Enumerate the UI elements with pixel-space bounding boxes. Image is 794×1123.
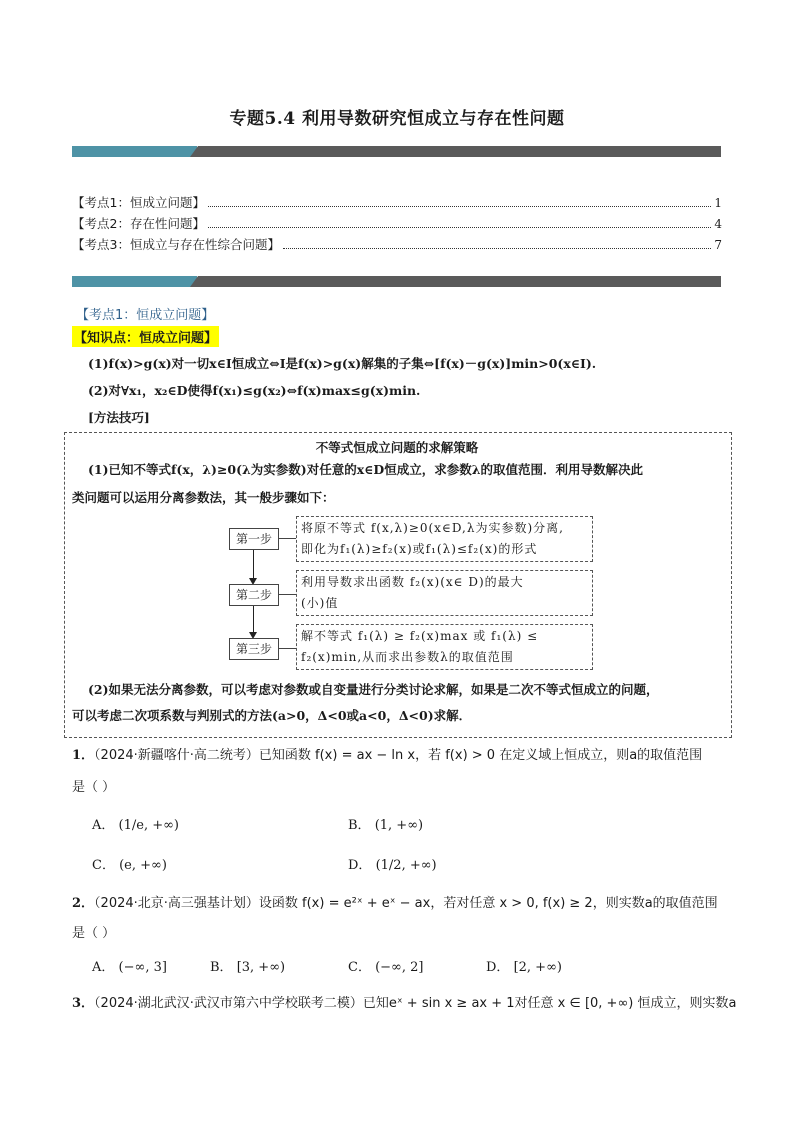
knowledge-heading: 【知识点：恒成立问题】 [72,326,219,347]
rule-2: (2)对∀x₁，x₂∈D使得f(x₁)≤g(x₂)⇔f(x)max≤g(x)min. [88,383,421,398]
step-2-desc-line1: 利用导数求出函数 f₂(x)(x∈ D)的最大 [301,575,524,589]
option-d[interactable] [486,956,562,975]
option-text: [3, +∞) [236,960,286,975]
header-divider-bar [72,146,721,157]
question-2-line2: 是（ ） [72,926,116,941]
step-3-box: 第三步 [229,638,279,660]
option-text: (e, +∞) [119,858,167,873]
option-a[interactable] [92,956,167,975]
option-key: B． [210,960,233,975]
option-key: D． [486,960,510,975]
question-source: （2024·北京·高三强基计划） [94,896,259,911]
toc-entry-label[interactable]: 【考点2：存在性问题】 [72,216,205,231]
toc-leader-dots [283,238,711,249]
toc-entry-page: 4 [714,217,722,231]
option-key: C． [348,960,371,975]
rule-1: (1)f(x)>g(x)对一切x∈I恒成立⇔I是f(x)>g(x)解集的子集⇔[f(x)－g(x)]min>0(x∈I). [88,356,597,371]
toc-leader-dots [208,196,711,207]
strategy-para1-line1: (1)已知不等式f(x，λ)≥0(λ为实参数)对任意的x∈D恒成立，求参数λ的取值范围．利用导数解决此 [88,462,644,477]
option-text: (1/e, +∞) [118,818,180,833]
toc-entry-label[interactable]: 【考点1：恒成立问题】 [72,195,205,210]
option-key: D． [348,858,372,873]
page-title: 专题5.4 利用导数研究恒成立与存在性问题 [229,109,565,129]
question-1-line1 [72,744,702,763]
question-source: （2024·湖北武汉·武汉市第六中学校联考二模） [94,996,363,1011]
option-a[interactable] [92,814,179,833]
step-2-box: 第二步 [229,584,279,606]
question-number: 3． [72,996,95,1011]
option-c[interactable] [348,956,424,975]
step-2-desc-line2: (小)值 [301,596,339,610]
step-3-connector [278,648,296,649]
question-stem: 设函数 f(x) = e²ˣ + eˣ − ax，若对任意 x > 0, f(x) ≥ 2，则实数a的取值范围 [258,896,718,911]
option-key: B． [348,818,371,833]
arrow-1-2 [253,550,254,580]
toc-entry[interactable] [72,193,722,211]
question-stem: 已知函数 f(x) = ax − ln x，若 f(x) > 0 在定义域上恒成立，则a的取值范围 [258,748,703,763]
arrow-2-3 [253,606,254,634]
option-key: C． [92,858,115,873]
question-number: 1． [72,748,95,763]
step-3-desc-line1: 解不等式 f₁(λ) ≥ f₂(x)max 或 f₁(λ) ≤ [301,629,539,643]
option-text: (−∞, 3] [118,960,167,975]
toc-entry[interactable] [72,214,722,232]
option-key: A． [92,960,115,975]
toc-entry-page: 7 [714,238,722,252]
question-1-line2: 是（ ） [72,780,116,795]
option-b[interactable] [210,956,285,975]
strategy-para1-line2: 类问题可以运用分离参数法，其一般步骤如下： [72,490,335,505]
step-3-desc-line2: f₂(x)min,从而求出参数λ的取值范围 [301,650,514,664]
toc-entry-page: 1 [714,196,722,210]
option-b[interactable] [348,814,423,833]
strategy-para2-line1: (2)如果无法分离参数，可以考虑对参数或自变量进行分类讨论求解，如果是二次不等式恒成立的问题， [88,682,659,697]
step-2-desc [296,570,593,616]
method-heading: [方法技巧] [88,410,150,425]
step-2-connector [278,594,296,595]
option-text: [2, +∞) [513,960,562,975]
option-text: (−∞, 2] [375,960,424,975]
step-1-desc-line1: 将原不等式 f(x,λ)≥0(x∈D,λ为实参数)分离, [301,521,564,535]
question-source: （2024·新疆喀什·高二统考） [94,748,259,763]
strategy-title: 不等式恒成立问题的求解策略 [315,440,479,455]
option-key: A． [92,818,115,833]
step-1-box: 第一步 [229,528,279,550]
section-heading: 【考点1：恒成立问题】 [76,308,215,323]
question-2-line1 [72,892,718,911]
toc-entry-label[interactable]: 【考点3：恒成立与存在性综合问题】 [72,237,280,252]
question-stem: 已知eˣ + sin x ≥ ax + 1对任意 x ∈ [0, +∞) 恒成立，则实数a [362,996,737,1011]
step-1-desc-line2: 即化为f₁(λ)≥f₂(x)或f₁(λ)≤f₂(x)的形式 [301,542,538,556]
toc-entry[interactable] [72,235,722,253]
step-1-connector [278,538,296,539]
toc-leader-dots [208,217,711,228]
option-text: (1, +∞) [374,818,424,833]
option-d[interactable] [348,854,437,873]
step-3-desc [296,624,593,670]
strategy-para2-line2: 可以考虑二次项系数与判别式的方法(a>0，Δ<0或a<0，Δ<0)求解． [72,708,472,723]
question-3-line1 [72,992,736,1011]
step-1-desc [296,516,593,562]
question-number: 2． [72,896,95,911]
section-divider-bar [72,276,721,287]
option-text: (1/2, +∞) [375,858,437,873]
option-c[interactable] [92,854,167,873]
